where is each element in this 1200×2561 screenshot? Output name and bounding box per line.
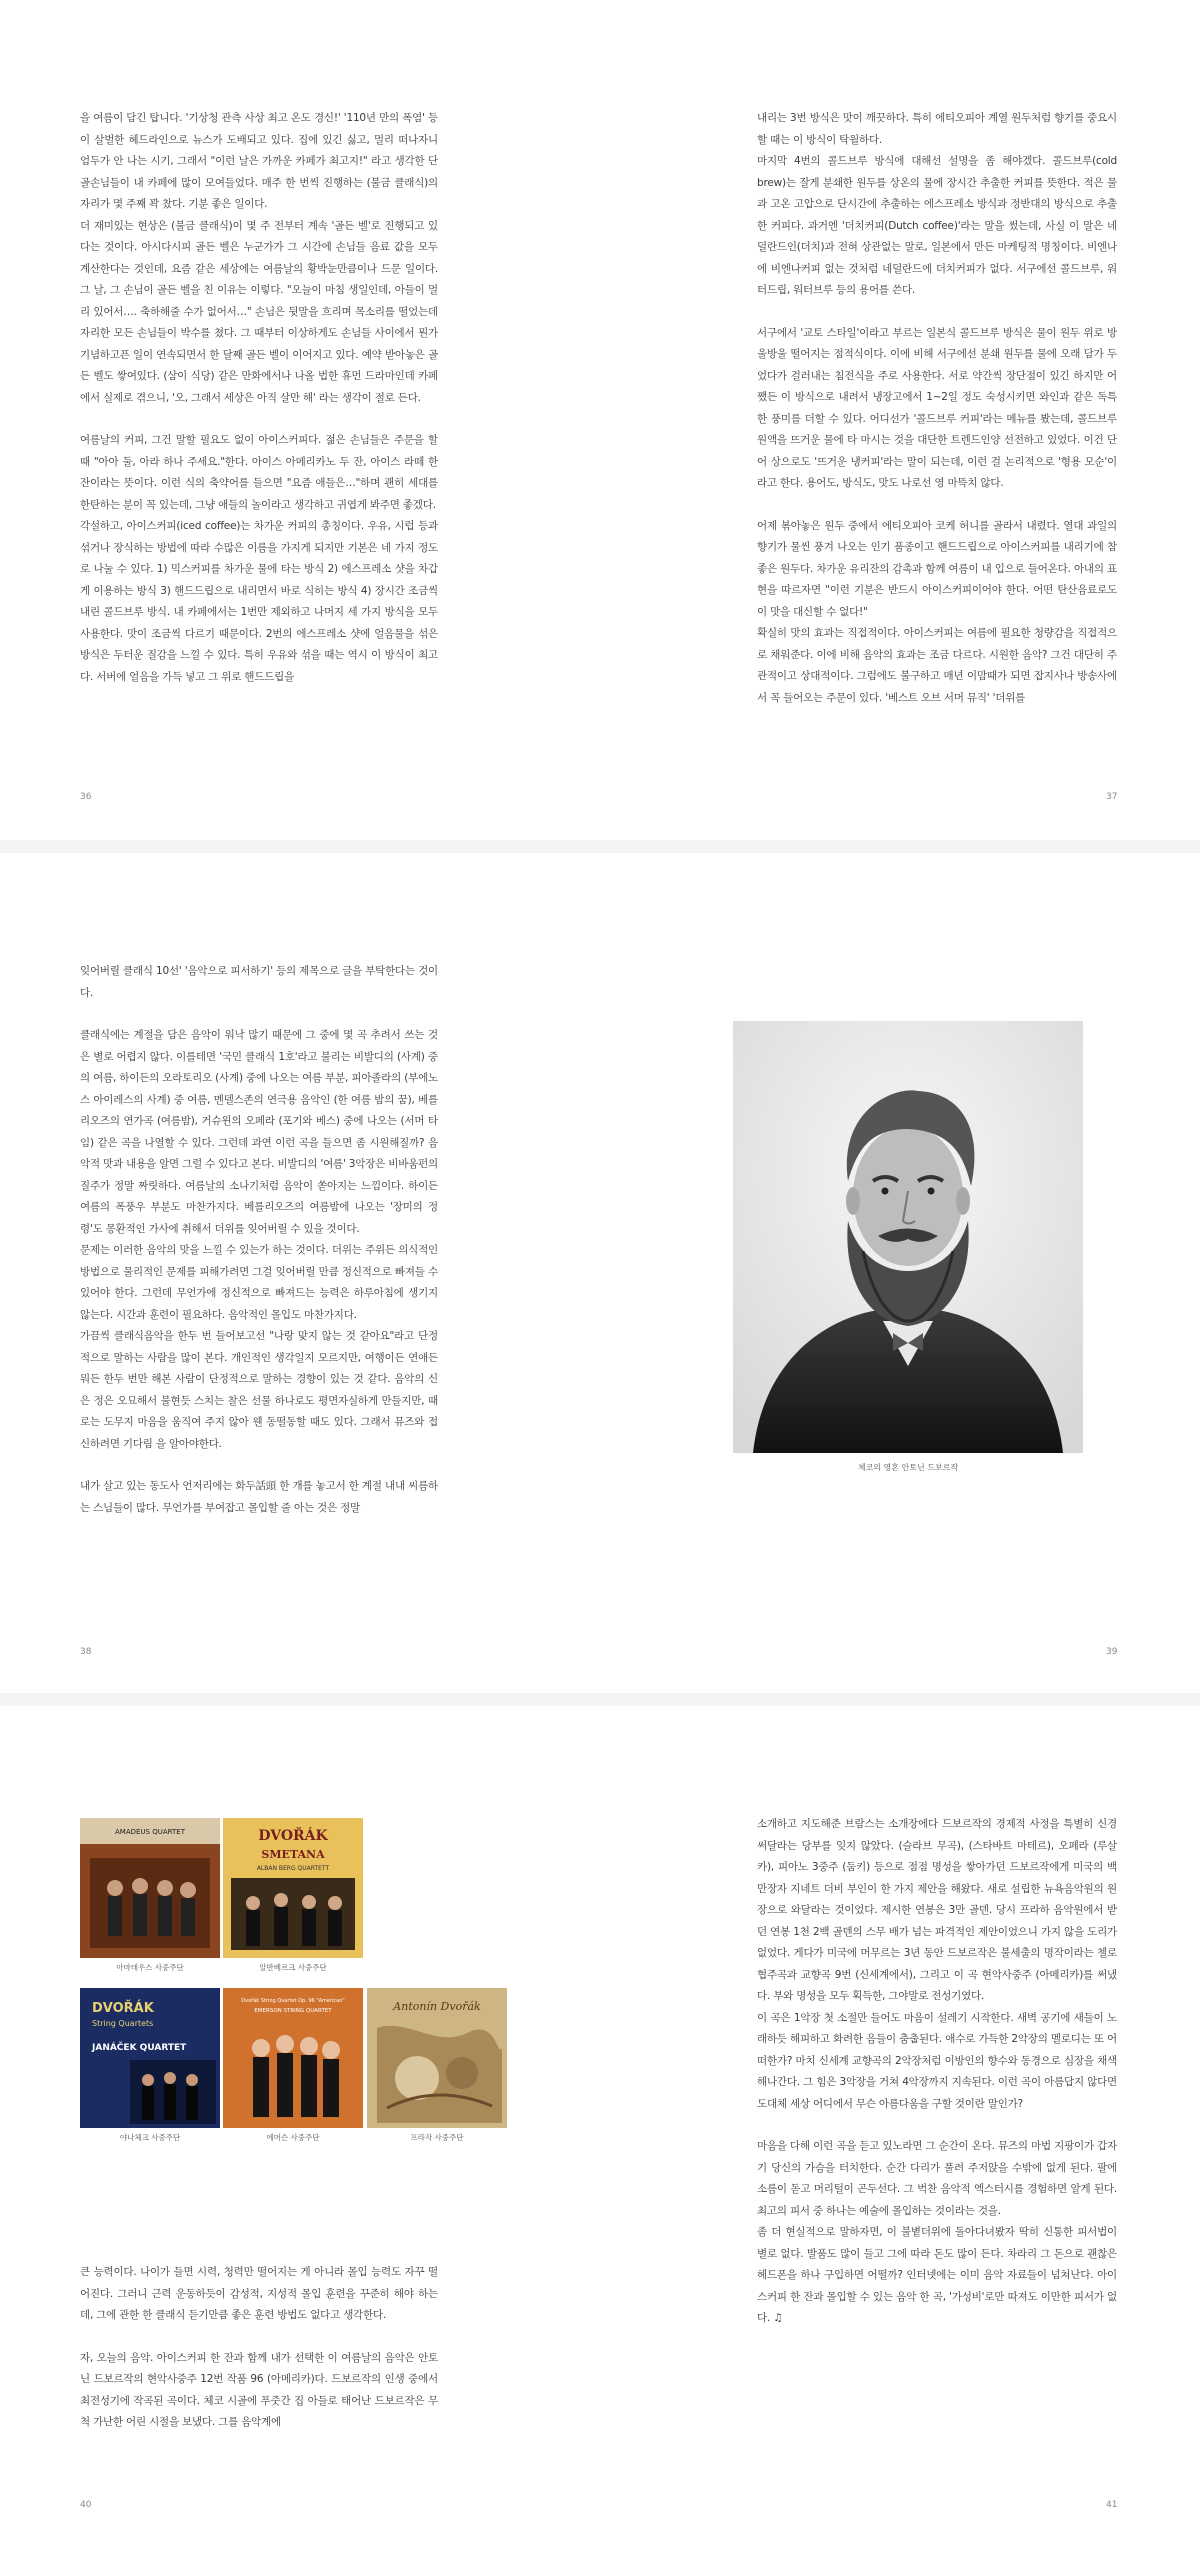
spread-pages-40-41	[0, 1706, 1200, 2556]
spread-divider	[0, 840, 1200, 853]
page-37-text	[757, 108, 1117, 730]
album-subtitle: String Quartets	[92, 2019, 154, 2028]
paragraph: 자, 오늘의 음악. 아이스커피 한 잔과 함께 내가 선택한 이 여름날의 음악은 안토닌 드보르작의 현악사중주 12번 작품 96 (아메리카)다. 드보르작의 인생 중에서 최전성기에 작곡된 곡이다. 체코 시골에 푸줏간 집 아들로 태어난 드보르작은 무척 가난한 어린 시절을 보냈다. 그를 음악계에	[80, 2351, 438, 2428]
album-label: ALBAN BERG QUARTETT	[256, 1865, 330, 1872]
album-caption: 아마데우스 사중주단	[116, 1963, 184, 1972]
paragraph: 내가 살고 있는 동도사 언저리에는 화두話頭 한 개를 놓고서 한 계절 내내 씨름하는 스님들이 많다. 무언가를 부여잡고 몰입할 줄 아는 것은 정말	[80, 1480, 438, 1514]
photo-caption: 체코의 영혼 안토닌 드보르작	[857, 1463, 959, 1472]
paragraph: 잊어버릴 클래식 10선' '음악으로 피서하기' 등의 제목으로 글을 부탁한다는 것이다.	[80, 965, 438, 999]
album-cover	[223, 1988, 363, 2128]
page-number: 40	[80, 2500, 92, 2510]
paragraph: 내리는 3번 방식은 맛이 깨끗하다. 특히 에티오피아 계열 원두처럼 향기를 중요시할 때는 이 방식이 탁월하다. 마지막 4번의 콜드브루 방식에 대해선 설명을 좀 해야겠다. 콜드브루(cold brew)는 잘게 분쇄한 원두를 상온의 물에 장시간 추출한 커피를 뜻한다. 적은 물과 고온 고압으로 단시간에 추출하는 에스프레소 방식과 정반대의 방식으로 추출한 커피다. 과거엔 '더치커피(Dutch coffee)'라는 말을 썼는데, 사실 이 말은 네덜란드인(더치)과 전혀 상관없는 말로, 일본에서 만든 마케팅적 명칭이다. 비엔나에 비엔나커피 없는 것처럼 네덜란드에 더치커피가 없다. 서구에선 콜드브루, 워터드립, 워터브루 등의 용어를 쓴다.	[757, 112, 1117, 296]
album-cover	[367, 1988, 507, 2128]
spread-pages-38-39	[0, 853, 1200, 1703]
album-title: AMADEUS QUARTET	[115, 1828, 185, 1836]
album-cover-art	[223, 1818, 363, 1958]
album-cover-art	[80, 1988, 220, 2128]
album-title: Antonín Dvořák	[393, 2000, 481, 2013]
album-title: DVOŘÁK	[92, 2001, 154, 2016]
spread-divider	[0, 1693, 1200, 1706]
album-caption: 프라작 사중주단	[410, 2133, 464, 2142]
spread-pages-36-37	[0, 0, 1200, 840]
album-cover	[223, 1818, 363, 1958]
page-40-text	[80, 2262, 438, 2455]
album-label: JANÁČEK QUARTET	[92, 2043, 187, 2053]
page-38-text	[80, 961, 438, 1540]
album-caption: 알반베르크 사중주단	[259, 1963, 327, 1972]
paragraph: 클래식에는 계절을 담은 음악이 워낙 많기 때문에 그 중에 몇 곡 추려서 쓰는 것은 별로 어렵지 않다. 이를테면 '국민 클래식 1호'라고 불리는 비발디의 (사계) 중의 여름, 하이든의 오라토리오 (사계) 중에 나오는 여름 부분, 피아졸라의 (부에노스 아이레스의 사계) 중 여름, 멘델스존의 연극용 음악인 (한 여름 밤의 꿈), 베를리오즈의 연가곡 (여름밤), 거슈윈의 오페라 (포기와 베스) 중에 나오는 (서머 타임) 같은 곡을 나열할 수 있다. 그런데 과연 이런 곡을 들으면 좀 시원해질까? 음악적 맛과 내용을 알면 그럴 수 있다고 본다. 비발디의 '여름' 3악장은 비바움펀의 질주가 정말 짜릿하다. 여름날의 소나기처럼 음악이 쏟아지는 느낌이다. 하이든 여름의 폭풍우 부분도 마찬가지다. 베를리오즈의 여름밤에 나오는 '장미의 정령'도 몽환적인 가사에 취해서 더위를 잊어버릴 수 있을 것이다. 문제는 이러한 음악의 맛을 느낄 수 있는가 하는 것이다. 더위는 주위든 의식적인 방법으로 물리적인 문제를 피해가려면 그걸 잊어버릴 만큼 정신적으로 빠져들 수 있어야 한다. 그런데 무언가에 정신적으로 빠져드는 능력은 하루아침에 생기지 않는다. 시간과 훈련이 필요하다. 음악적인 몰입도 마찬가지다. 가끔씩 클래식음악을 한두 번 들어보고선 "나랑 맞지 않는 것 같아요"라고 단정적으로 말하는 사람을 많이 본다. 개인적인 생각일지 모르지만, 여행이든 연애든 뭐든 한두 번만 해본 사람이 단정적으로 말하는 경향이 있는 것 같다. 음악의 신은 정은 오묘해서 불현듯 스치는 찰은 선물 하나로도 평면자실하게 만들지만, 때로는 도무지 마음을 움직여 주지 않아 웬 동떨동할 때도 있다. 그래서 뮤즈와 접신하려면 기다림 을 알아야한다.	[80, 1029, 438, 1450]
album-cover	[80, 1818, 220, 1958]
paragraph: 어제 볶아놓은 원두 중에서 에티오피아 코케 허니를 골라서 내렸다. 열대 과일의 향기가 물씬 풍겨 나오는 인기 품종이고 핸드드립으로 아이스커피를 내리기에 참 좋은 원두다. 차가운 유리잔의 감촉과 함께 여름이 내 입으로 들어온다. 아내의 표현을 따르자면 "이런 기분은 반드시 아이스커피이어야 한다. 어떤 탄산음료로도 이 맛을 대신할 수 없다!" 확실히 맛의 효과는 직접적이다. 아이스커피는 여름에 필요한 청량감을 직접적으로 채워준다. 이에 비해 음악의 효과는 조금 다르다. 시원한 음악? 그건 대단히 주관적이고 상대적이다. 그럼에도 불구하고 매년 이맘때가 되면 잡지사나 방송사에서 꼭 들어오는 주문이 있다. '베스트 오브 서머 뮤직' '더위를	[757, 519, 1117, 704]
album-cover	[80, 1988, 220, 2128]
portrait-illustration	[733, 1021, 1083, 1453]
album-caption: 에머슨 사중주단	[266, 2133, 320, 2142]
page-number: 41	[1106, 2500, 1118, 2510]
album-title: DVOŘÁK	[258, 1828, 328, 1844]
paragraph: 소개하고 지도해준 브람스는 소개장에다 드보르작의 경제적 사정을 특별히 신경 써달라는 당부를 잊지 않았다. (슬라브 무곡), (스타바트 마테르), 오페라 (루살카), 피아노 3중주 (둠키) 등으로 점점 명성을 쌓아가던 드보르작에게 미국의 백만장자 지네트 더비 부인이 한 가지 제안을 해왔다. 새로 설립한 뉴욕음악원의 원장으로 와달라는 것이었다. 제시한 연봉은 3만 골덴. 당시 프라하 음악원에서 받던 연봉 1천 2백 골덴의 스무 배가 넘는 파격적인 제안이었으니 가지 않을 도리가 없었다. 게다가 미국에 머무르는 3년 동안 드보르작은 불세출의 명작이라는 첼로 협주곡과 교향곡 9번 (신세계에서), 그리고 이 곡 현악사중주 (아메리카)를 써냈다. 부와 명성을 모두 획득한, 그야말로 전성기였다. 이 곡은 1악장 첫 소절만 들어도 마음이 설레기 시작한다. 새벽 공기에 새들이 노래하듯 해피하고 화려한 음들이 춤춥된다. 애수로 가득한 2악장의 멜로디는 또 어떠한가? 마치 신세계 교향곡의 2악장처럼 이방인의 향수와 동경으로 심장을 채색해나간다. 그 힘은 3악장을 거쳐 4악장까지 지속된다. 이런 곡이 아름답지 않다면 도대체 세상 어디에서 무슨 아름다움을 구할 것이란 말인가?	[757, 1818, 1117, 2110]
paragraph: 을 여름이 담긴 탑니다. '기상청 관측 사상 최고 온도 경신!' '110년 만의 폭염' 등이 살벌한 헤드라인으로 뉴스가 도배되고 있다. 집에 있긴 싫고, 멀리 떠나자니 엄두가 안 나는 시기, 그래서 "이런 날은 가까운 카페가 최고지!" 라고 생각한 단골손님들이 내 카페에 많이 모여들었다. 매주 한 번씩 진행하는 (불금 클래식)의 자리가 몇 주째 꽉 찼다. 기분 좋은 일이다. 더 재미있는 현상은 (불금 클래식)이 몇 주 전부터 계속 '골든 벨'로 진행되고 있다는 것이다. 아시다시피 골든 벨은 누군가가 그 시간에 손님들 음료 값을 모두 계산한다는 것인데, 요즘 같은 세상에는 여름날의 황박눈만큼이나 드문 일이다. 그 날, 그 손님이 골든 벨을 친 이유는 이렇다. "오늘이 마침 생일인데, 아들이 멀리 있어서…. 축하해줄 수가 없어서…" 손님은 뒷말을 흐리며 목소리를 떨었는데 자리한 모든 손님들이 박수를 쳤다. 그 때부터 이상하게도 손님들 사이에서 뭔가 기념하고픈 일이 연속되면서 한 달째 골든 벨이 이어지고 있다. 예약 받아놓은 골든 벨도 쌓여있다. (삼이 식당) 같은 만화에서나 나올 법한 휴먼 드라마인데 카페에서 실제로 겪으니, '오, 그래서 세상은 아직 살만 해' 라는 생각이 절로 든다.	[80, 112, 438, 404]
dvorak-portrait-photo	[733, 1021, 1083, 1453]
page-36-text	[80, 108, 438, 709]
paragraph: 여름날의 커피, 그건 말할 필요도 없이 아이스커피다. 젊은 손님들은 주문을 할 때 "아아 둘, 아라 하나 주세요."한다. 아이스 아메리카노 두 잔, 아이스 라떼 한 잔이라는 뜻이다. 이런 식의 축약어를 들으면 "요즘 애들은…"하며 괜히 세대를 한탄하는 분이 꼭 있는데, 그냥 애들의 놀이라고 생각하고 귀엽게 봐주면 좋겠다. 각설하고, 아이스커피(iced coffee)는 차가운 커피의 총칭이다. 우유, 시럽 등과 섞거나 장식하는 방법에 따라 수많은 이름을 가지게 되지만 기본은 네 가지 정도로 나눌 수 있다. 1) 믹스커피를 차가운 물에 타는 방식 2) 에스프레소 샷을 차갑게 이용하는 방식 3) 핸드드립으로 내리면서 바로 식히는 방식 4) 장시간 조금씩 내린 콜드브루 방식. 내 카페에서는 1번만 제외하고 나머지 세 가지 방식을 모두 사용한다. 맛이 조금씩 다르기 때문이다. 2번의 에스프레소 샷에 얼음물을 섞은 방식은 두터운 질감을 느낄 수 있다. 특히 우유와 섞을 때는 역시 이 방식이 최고다. 서버에 얼음을 가득 넣고 그 위로 핸드드립을	[80, 434, 438, 683]
page-number: 39	[1106, 1647, 1118, 1657]
page-number: 37	[1106, 792, 1118, 802]
album-cover-art	[80, 1818, 220, 1958]
album-label: EMERSON STRING QUARTET	[254, 2008, 332, 2014]
album-title: Dvořák String Quartet Op. 96 "American"	[241, 1998, 345, 2004]
page-number: 36	[80, 792, 92, 802]
paragraph: 마음을 다해 이런 곡을 듣고 있노라면 그 순간이 온다. 뮤즈의 마법 지팡이가 갑자기 당신의 가슴을 터치한다. 순간 다리가 풀려 주저앉을 수밖에 없게 된다. 팔에 소름이 돋고 머리털이 곤두선다. 그 벅찬 음악적 엑스터시를 경험하면 알게 된다. 최고의 피서 중 하나는 예술에 몰입하는 것이라는 것을. 좀 더 현실적으로 말하자면, 이 불볕더위에 돌아다녀봤자 딱히 신통한 피서법이 별로 없다. 발품도 많이 들고 그에 따라 돈도 많이 든다. 차라리 그 돈으로 괜찮은 헤드폰을 하나 구입하면 어떨까? 인터넷에는 이미 음악 자료들이 넘쳐난다. 아이스커피 한 잔과 몰입할 수 있는 음악 한 곡, '가성비'로만 따져도 이만한 피서가 없다. ♫	[757, 2140, 1117, 2324]
page-number: 38	[80, 1647, 92, 1657]
album-subtitle: SMETANA	[261, 1848, 325, 1861]
album-caption: 야나체크 사중주단	[119, 2133, 181, 2142]
paragraph: 큰 능력이다. 나이가 들면 시력, 청력만 떨어지는 게 아니라 몰입 능력도 자꾸 떨어진다. 그러니 근력 운동하듯이 감성적, 지성적 몰입 훈련을 꾸준히 해야 하는데, 그에 관한 한 클래식 듣기만큼 좋은 훈련 방법도 없다고 생각한다.	[80, 2266, 438, 2321]
album-cover-art	[223, 1988, 363, 2128]
paragraph: 서구에서 '교토 스타일'이라고 부르는 일본식 콜드브루 방식은 물이 원두 위로 방울방울 떨어지는 점적식이다. 이에 비해 서구에선 분쇄 원두를 물에 오래 담가 두었다가 걸러내는 침전식을 주로 사용한다. 서로 약간씩 장단점이 있긴 하지만 어쨌든 이 방식으로 내려서 냉장고에서 1~2일 정도 숙성시키면 와인과 같은 독특한 풍미를 더할 수 있다. 어디선가 '콜드브루 커피'라는 메뉴를 봤는데, 콜드브루 원액을 뜨거운 물에 타 마시는 것을 대단한 트렌드인양 선전하고 있었다. 이건 단어 상으로도 '뜨거운 냉커피'라는 말이 되는데, 이런 걸 논리적으로 '형용 모순'이라고 한다. 용어도, 방식도, 맛도 나로선 영 마뜩치 않다.	[757, 326, 1117, 489]
page-41-text	[757, 1814, 1117, 2351]
album-cover-art	[367, 1988, 507, 2128]
